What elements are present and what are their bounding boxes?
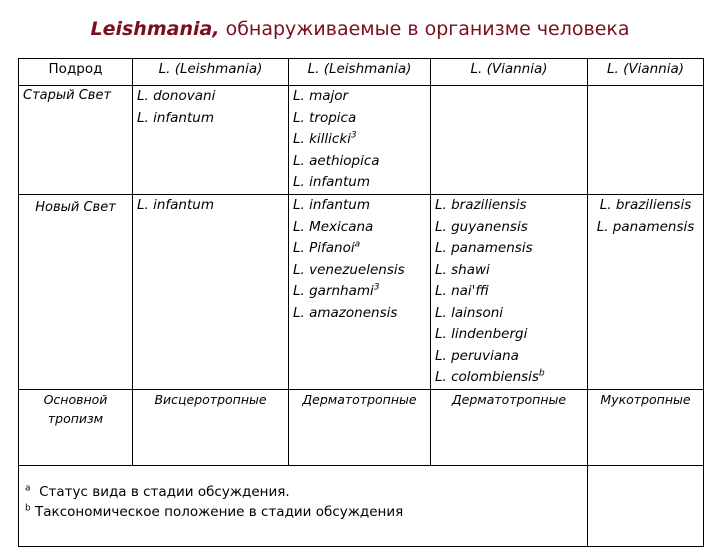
footnote-mark: 3	[373, 282, 380, 293]
old-world-col-4	[588, 86, 704, 195]
new-world-row	[19, 195, 704, 390]
species-item: L. panamensis	[596, 218, 695, 235]
species-item: L. infantum	[137, 109, 214, 126]
species-item: L. garnhami$^3$	[293, 282, 380, 299]
footnotes	[19, 465, 588, 546]
species-item: L. infantum	[293, 197, 370, 213]
footnote-a-mark: a	[25, 483, 31, 493]
footnote-a: $^a$ Статус вида в стадии обсуждения.	[25, 483, 290, 500]
species-item: L. infantum	[137, 197, 214, 213]
species-item: L. lainsoni	[435, 304, 504, 321]
header-col-4: L. (Viannia)	[588, 59, 704, 86]
new-world-col-1	[133, 195, 289, 390]
tropism-col-1: Висцеротропные	[133, 389, 289, 465]
species-item: L. nai'ffi	[435, 283, 489, 299]
species-item: L. braziliensis	[435, 197, 527, 213]
footnote-mark: 3	[350, 130, 357, 141]
species-item: L. aethiopica	[293, 152, 380, 169]
new-world-col-3	[431, 195, 588, 390]
species-item: L. killicki$^3$	[293, 130, 357, 147]
species-item: L. peruviana	[435, 347, 519, 364]
header-subgenus: Подрод	[19, 59, 133, 86]
species-item: L. braziliensis	[599, 197, 692, 213]
tropism-col-4: Мукотропные	[588, 389, 704, 465]
species-item: L. colombiensis$^b$	[435, 368, 545, 385]
leishmania-table	[18, 58, 704, 547]
new-world-label: Новый Свет	[19, 195, 133, 390]
footnote-row	[19, 465, 704, 546]
new-world-col-2	[289, 195, 431, 390]
title-genus: Leishmania,	[90, 18, 220, 40]
species-item: L. infantum	[293, 174, 370, 190]
species-item: L. tropica	[293, 109, 357, 126]
species-item: L. donovani	[137, 88, 216, 104]
species-item: L. guyanensis	[435, 218, 528, 235]
species-item: L. venezuelensis	[293, 261, 405, 278]
footnote-empty-cell	[588, 465, 704, 546]
tropism-row	[19, 389, 704, 465]
species-item: L. major	[293, 88, 349, 104]
old-world-col-2	[289, 86, 431, 195]
page-title	[0, 18, 720, 40]
old-world-row	[19, 86, 704, 195]
old-world-label: Старый Свет	[19, 86, 133, 195]
old-world-col-3	[431, 86, 588, 195]
footnote-mark: a	[354, 239, 361, 250]
species-item: L. lindenbergi	[435, 326, 528, 342]
species-item: L. panamensis	[435, 240, 533, 256]
old-world-col-1	[133, 86, 289, 195]
title-rest: обнаруживаемые в организме человека	[219, 18, 630, 40]
tropism-label: Основной тропизм	[19, 389, 133, 465]
tropism-col-3: Дерматотропные	[431, 389, 588, 465]
header-row	[19, 59, 704, 86]
new-world-col-4	[588, 195, 704, 390]
footnote-b-mark: b	[25, 503, 31, 513]
species-item: L. shawi	[435, 261, 490, 278]
tropism-col-2: Дерматотропные	[289, 389, 431, 465]
species-item: L. Pifanoi$^a$	[293, 239, 361, 256]
header-col-2: L. (Leishmania)	[289, 59, 431, 86]
species-item: L. amazonensis	[293, 304, 398, 321]
header-col-1: L. (Leishmania)	[133, 59, 289, 86]
species-item: L. Mexicana	[293, 218, 374, 235]
footnote-mark: b	[538, 368, 545, 379]
header-col-3: L. (Viannia)	[431, 59, 588, 86]
footnote-b: $^b$ Таксономическое положение в стадии обсуждения	[25, 503, 404, 520]
